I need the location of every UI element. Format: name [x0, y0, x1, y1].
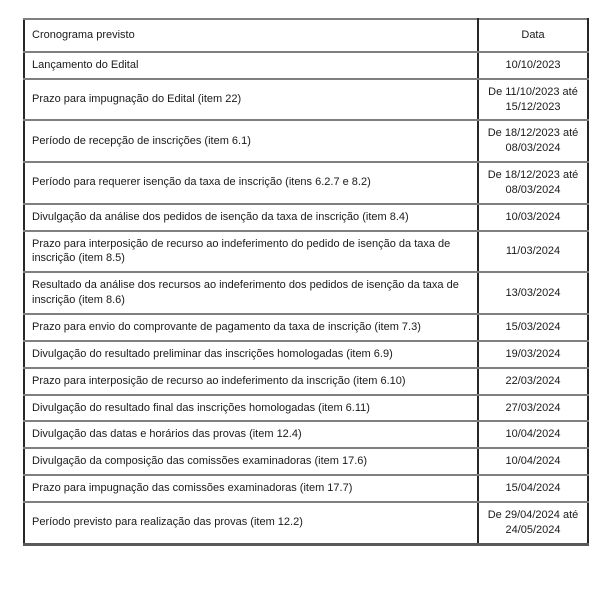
table-row	[24, 120, 588, 162]
date-cell: 19/03/2024	[478, 341, 588, 368]
table-header	[24, 19, 588, 52]
event-cell: Prazo para envio do comprovante de pagamento da taxa de inscrição (item 7.3)	[24, 314, 478, 341]
event-cell: Prazo para interposição de recurso ao indeferimento do pedido de isenção da taxa de inscrição (item 8.5)	[24, 231, 478, 273]
event-cell: Divulgação do resultado final das inscrições homologadas (item 6.11)	[24, 395, 478, 422]
event-cell: Período previsto para realização das provas (item 12.2)	[24, 502, 478, 544]
table-row	[24, 314, 588, 341]
date-cell: 15/03/2024	[478, 314, 588, 341]
date-cell: De 11/10/2023 até 15/12/2023	[478, 79, 588, 121]
event-cell: Prazo para impugnação do Edital (item 22)	[24, 79, 478, 121]
date-cell: De 18/12/2023 até 08/03/2024	[478, 162, 588, 204]
table-row	[24, 448, 588, 475]
date-cell: De 29/04/2024 até 24/05/2024	[478, 502, 588, 544]
event-cell: Lançamento do Edital	[24, 52, 478, 79]
table-row	[24, 421, 588, 448]
date-cell: 27/03/2024	[478, 395, 588, 422]
date-cell: 10/10/2023	[478, 52, 588, 79]
header-cell-cronograma: Cronograma previsto	[24, 19, 478, 52]
table-row	[24, 162, 588, 204]
date-cell: De 18/12/2023 até 08/03/2024	[478, 120, 588, 162]
event-cell: Período para requerer isenção da taxa de inscrição (itens 6.2.7 e 8.2)	[24, 162, 478, 204]
date-cell: 11/03/2024	[478, 231, 588, 273]
table-row	[24, 502, 588, 544]
table-row	[24, 395, 588, 422]
table-row	[24, 204, 588, 231]
date-cell: 22/03/2024	[478, 368, 588, 395]
date-cell: 15/04/2024	[478, 475, 588, 502]
event-cell: Divulgação da análise dos pedidos de isenção da taxa de inscrição (item 8.4)	[24, 204, 478, 231]
header-row	[24, 19, 588, 52]
table-row	[24, 79, 588, 121]
event-cell: Divulgação do resultado preliminar das inscrições homologadas (item 6.9)	[24, 341, 478, 368]
date-cell: 13/03/2024	[478, 272, 588, 314]
date-cell: 10/03/2024	[478, 204, 588, 231]
date-cell: 10/04/2024	[478, 448, 588, 475]
table-row	[24, 272, 588, 314]
event-cell: Resultado da análise dos recursos ao indeferimento dos pedidos de isenção da taxa de inscrição (item 8.6)	[24, 272, 478, 314]
event-cell: Prazo para impugnação das comissões examinadoras (item 17.7)	[24, 475, 478, 502]
table-row	[24, 475, 588, 502]
schedule-table-body	[24, 52, 588, 544]
schedule-document	[23, 18, 589, 546]
table-row	[24, 231, 588, 273]
event-cell: Divulgação das datas e horários das provas (item 12.4)	[24, 421, 478, 448]
event-cell: Divulgação da composição das comissões examinadoras (item 17.6)	[24, 448, 478, 475]
header-cell-data: Data	[478, 19, 588, 52]
cronograma-table	[23, 18, 589, 546]
table-row	[24, 341, 588, 368]
table-row	[24, 52, 588, 79]
event-cell: Prazo para interposição de recurso ao indeferimento da inscrição (item 6.10)	[24, 368, 478, 395]
event-cell: Período de recepção de inscrições (item 6.1)	[24, 120, 478, 162]
table-row	[24, 368, 588, 395]
date-cell: 10/04/2024	[478, 421, 588, 448]
